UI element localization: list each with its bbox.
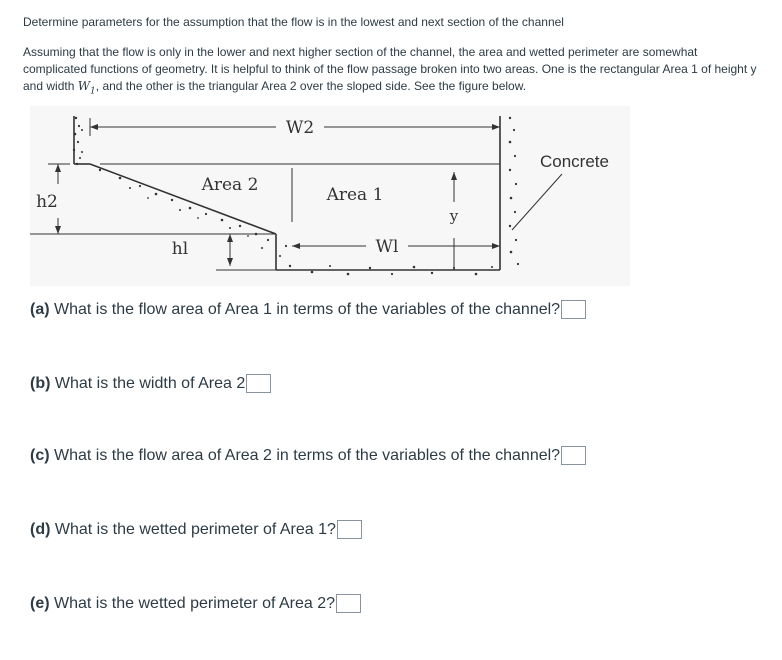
question-a-part: (a) [30,300,50,318]
question-e-text: What is the wetted perimeter of Area 2? [54,594,336,612]
answer-input-c[interactable] [561,446,586,465]
label-y: y [449,207,459,225]
answer-input-a[interactable] [561,300,586,319]
channel-figure [30,106,630,286]
channel-diagram [30,106,630,286]
intro-paragraph [23,44,763,100]
intro-text-start: Assuming that the flow is only in the lower and next higher section of the channel, the area and wetted perimeter are somewhat complicated functions of geometry. It is helpful to think of the flow passage broken into two areas. One is the rectangular Area 1 of height y and width [23,45,757,93]
label-w1: Wl [375,237,399,257]
label-area2: Area 2 [201,175,259,195]
intro-text-end: , and the other is the triangular Area 2 over the sloped side. See the figure below. [95,79,527,93]
page-heading: Determine parameters for the assumption that the flow is in the lowest and next section of the channel [23,15,564,29]
label-concrete: Concrete [540,152,609,171]
question-a [30,300,586,319]
question-c [30,446,586,465]
question-c-text: What is the flow area of Area 2 in terms of the variables of the channel? [54,446,561,464]
w1-symbol: $W_1$ [77,79,96,97]
label-area1: Area 1 [326,185,384,205]
question-d-text: What is the wetted perimeter of Area 1? [54,520,336,538]
answer-input-e[interactable] [336,594,361,613]
question-b [30,374,271,393]
label-h2: h2 [36,192,58,212]
question-a-text: What is the flow area of Area 1 in terms of the variables of the channel? [54,300,561,318]
question-e-part: (e) [30,594,50,612]
label-h1: hl [171,239,189,259]
question-b-text: What is the width of Area 2 [54,374,246,392]
answer-input-b[interactable] [246,374,271,393]
label-w2: W2 [285,118,315,138]
question-c-part: (c) [30,446,50,464]
question-b-part: (b) [30,374,51,392]
question-d [30,520,362,539]
answer-input-d[interactable] [337,520,362,539]
question-d-part: (d) [30,520,51,538]
question-e [30,594,361,613]
